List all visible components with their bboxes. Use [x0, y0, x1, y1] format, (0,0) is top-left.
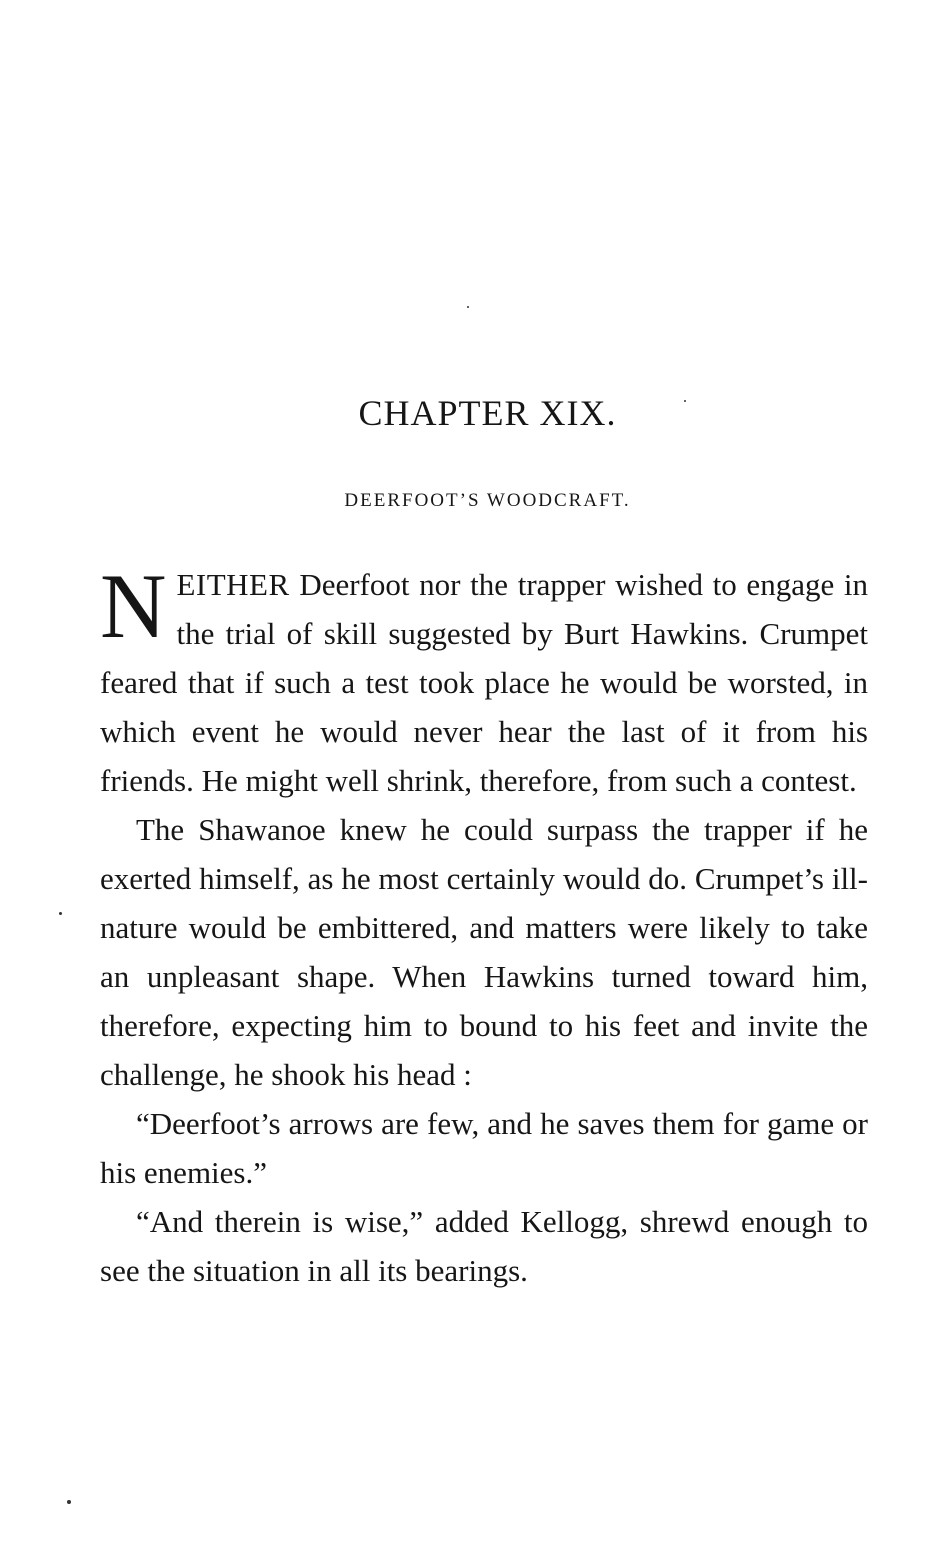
scan-speck	[684, 400, 686, 402]
paragraph-1-lead-word: EITHER	[176, 567, 290, 602]
scan-speck	[67, 1500, 71, 1504]
paragraph-3: “Deerfoot’s arrows are few, and he saves them for game or his enemies.”	[100, 1106, 868, 1190]
drop-cap-letter: N	[100, 555, 167, 657]
chapter-title: DEERFOOT’S WOODCRAFT.	[344, 490, 631, 511]
paragraph-1	[100, 555, 868, 805]
scan-speck	[467, 306, 469, 308]
paragraph-2: The Shawanoe knew he could surpass the trapper if he exerted himself, as he most certainly would do. Crumpet’s ill-nature would be embittered, and matters were likely to take an unpleasant shape. When Hawkins turned toward him, therefore, expecting him to bound to his feet and invite the challenge, he shook his head :	[100, 812, 868, 1092]
scan-speck	[59, 912, 62, 915]
paragraph-4: “And therein is wise,” added Kellogg, shrewd enough to see the situation in all its bearings.	[100, 1204, 868, 1288]
paragraph-1-text: Deerfoot nor the trapper wished to engage in the trial of skill suggested by Burt Hawkins. Crumpet feared that if such a test took place he would be worsted, in which event he would never hear the last of it from his friends. He might well shrink, therefore, from such a contest.	[100, 567, 868, 798]
chapter-body	[100, 555, 868, 1295]
chapter-number: CHAPTER XIX.	[358, 393, 617, 433]
